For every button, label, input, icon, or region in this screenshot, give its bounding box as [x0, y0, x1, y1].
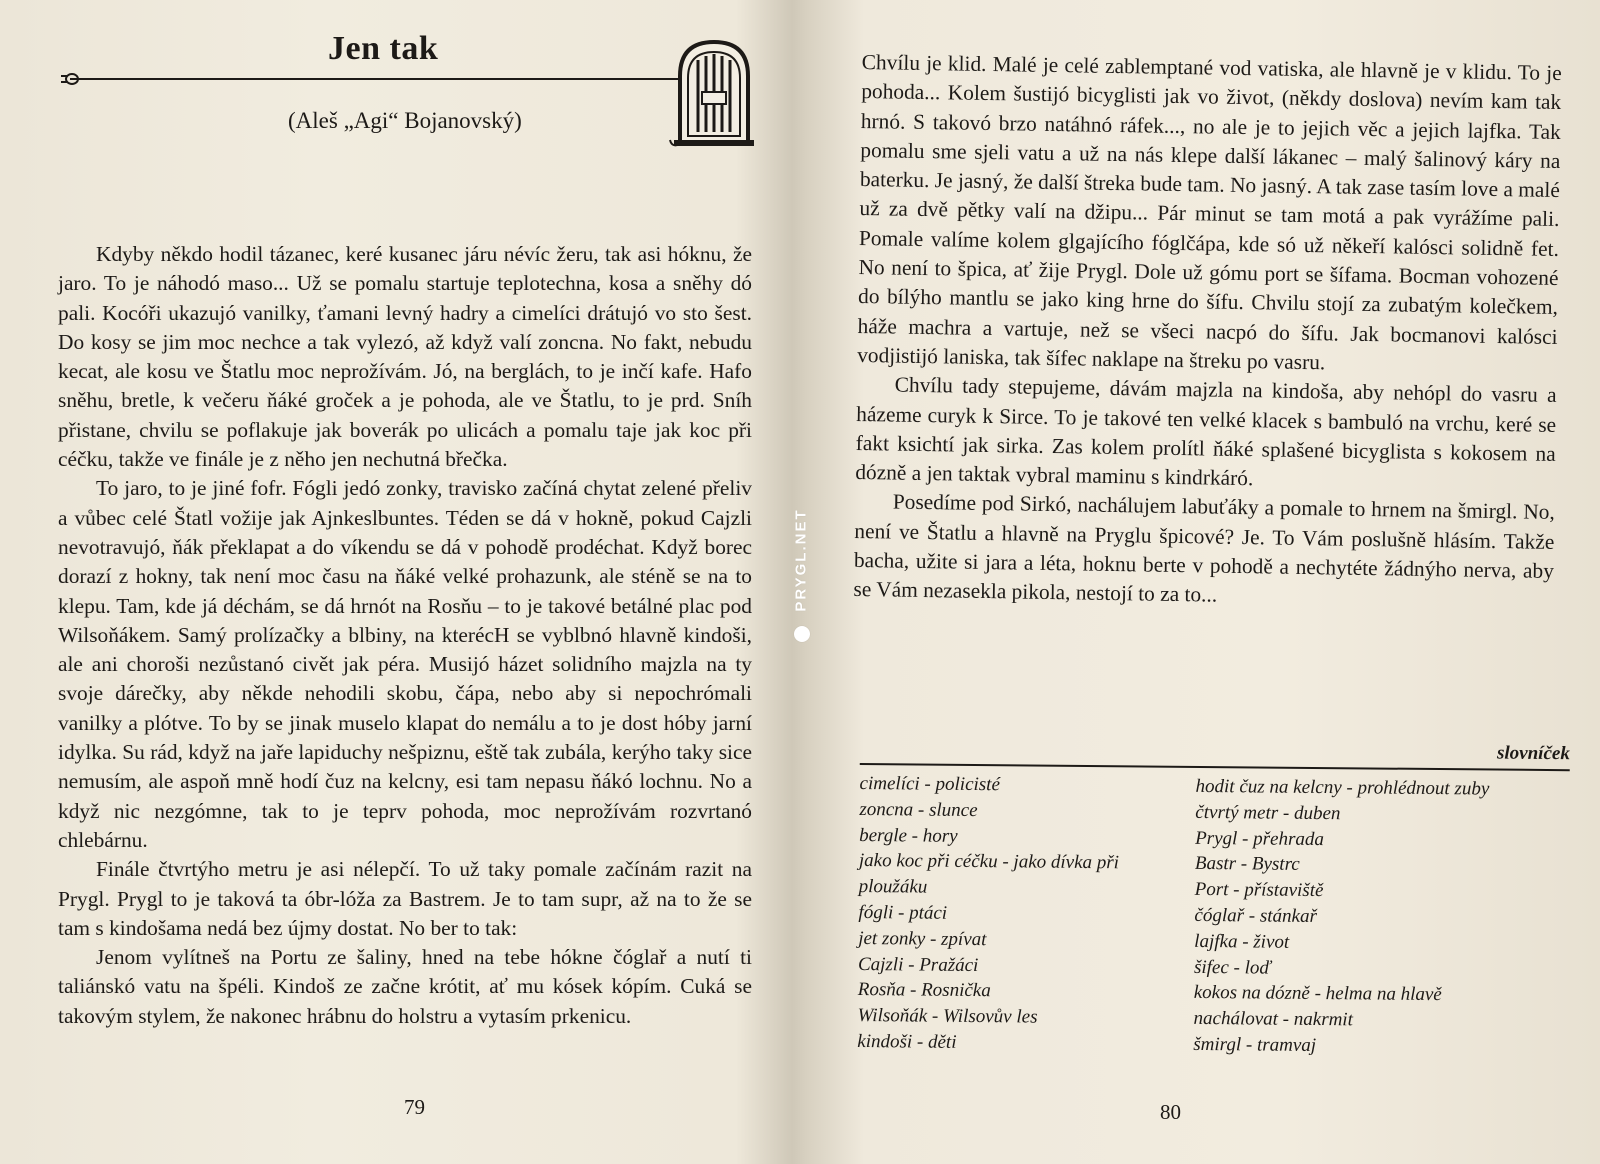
glossary-entry: Prygl - přehrada [1195, 827, 1324, 850]
left-page [0, 0, 790, 1164]
right-page [800, 0, 1600, 1164]
glossary-entry: nachálovat - nakrmit [1193, 1008, 1354, 1031]
glossary-entry: čóglař - stánkař [1194, 904, 1317, 927]
glossary-entry: hodit čuz na kelcny - prohlédnout zuby [1195, 775, 1490, 800]
paragraph: Chvílu tady stepujeme, dávám majzla na kindoša, aby nehópl do vasru a házeme curyk k Sirce. To je takové ten velké klacek s bambuló na vrchu, keré se fakt ksichtí jak sirka. Zas kolem prolítl ňáké splašené bicyglista s kokosem na dózně a jen taktak vybral maminu s kindrkáró. [855, 372, 1557, 491]
plug-icon [60, 72, 88, 86]
glossary-entry: Cajzli - Pražáci [857, 953, 979, 976]
glossary-entry: Bastr - Bystrc [1194, 853, 1300, 876]
glossary-columns [857, 771, 1570, 1077]
glossary-entry: jet zonky - zpívat [858, 927, 987, 950]
glossary-entry: čtvrtý metr - duben [1195, 801, 1341, 824]
paragraph: Posedíme pod Sirkó, nachálujem labuťáky a pomale to hrnem na šmirgl. No, není ve Štatlu a hlavně na Pryglu špicové? Je. To Vám poslušně hlásím. Takže bacha, užite si jara a léta, hoknu berte v pohodě a nechytéte žádnýho nerva, aby se Vám nezasekla pikola, nestojí to za to... [853, 489, 1555, 607]
glossary-entry: bergle - hory [859, 824, 958, 847]
glossary-heading: slovníček [1496, 742, 1570, 765]
glossary-entry: kindoši - děti [857, 1030, 957, 1053]
radio-icon [668, 36, 760, 148]
glossary-entry: šifec - loď [1193, 956, 1272, 979]
glossary-entry: kokos na dózně - helma na hlavě [1193, 982, 1442, 1006]
paragraph: Jenom vylítneš na Portu ze šaliny, hned na tebe hókne čóglař a nutí ti taliánskó vatu na špéli. Kindoš ze začne krótit, ať mu kósek kópím. Cuká se takovým stylem, že nakonec hrábnu do holstru a vytasím prkenicu. [58, 945, 752, 1028]
title-rule-line [70, 78, 690, 80]
author-line: (Aleš „Agi“ Bojanovský) [288, 108, 522, 133]
page-number-left: 79 [404, 1095, 425, 1119]
paragraph: Chvílu je klid. Malé je celé zablemptané vod vatiska, ale hlavně je v klidu. To je pohoda... Kolem šustijó bicyglisti jak vo život, (někdy doslova) nevím kam tak hrnó. S takovó brzo natáhnó ráfek..., no ale je to jejich věc a jejich lajfka. Tak pomalu sme sjeli vatu a už na nás klepe další lákanec – malý šalinový káry na baterku. Je jasný, že další štreka bude tam. No jasný. A tak zase tasím love a malé už za dvě pětky valí na džipu... Pár minut se tam motá a pak vyrážíme pali. Pomale valíme kolem glgajícího fóglčápa, kde só už někeří kalósci solidně fet. No není to špica, ať žije Prygl. Dole už gómu port se šífama. Bocman vohozené do bílýho mantlu se jako king hrne do šífu. Chvilu stojí za zubatým kolečkem, háže machra a vartuje, než se všeci nacpó do šífu. Jak bocmanovi kalósci vodjistijó laniska, tak šífec naklape na štreku po vasru. [856, 49, 1562, 375]
glossary-column-2 [1193, 774, 1565, 1061]
glossary-entry: zoncna - slunce [859, 798, 978, 821]
glossary-entry: lajfka - život [1194, 930, 1290, 953]
right-body-text [853, 48, 1562, 616]
glossary-entry: Port - přístaviště [1194, 879, 1324, 902]
left-body-text [58, 240, 752, 1031]
paragraph: Finále čtvrtýho metru je asi nélepčí. To už taky pomale začínám razit na Prygl. Prygl to je taková ta óbr-lóža za Bastrem. Je to tam supr, až na to že se tam s kindošama nedá bez újmy dostat. No ber to tak: [58, 857, 752, 940]
paragraph: To jaro, to je jiné fofr. Fógli jedó zonky, travisko začíná chytat zelené přeliv a vůbec celé Štatl vožije jak Ajnkeslbuntes. Téden se dá v hokně, pokud Cajzli nevotravujó, ňák překlapat a do víkendu se dá v pohodě prodéchat. Když borec dorazí z hokny, tak není moc času na ňáké velké prohazunk, ale sténě se na to klepu. Tam, kde já déchám, se dá hrnót na Rosňu – to je takové betálné plac pod Wilsoňákem. Samý prolízačky a blbiny, na kterécH se vyblbnó hlavně kindoši, ale ani choroši nezůstanó civět jak péra. Musijó házet solidního majzla na ty svoje dárečky, aby někde nehodili skobu, čápa, nebo aby si nepochrómali vanilky a plótve. To by se jinak muselo klapat do nemálu a to je dost hóby jarní idylka. Su rád, když na jaře lapiduchy nešpiznu, eště tak zubála, kerýho taky sice nemusím, ale aspoň mně hodí čuz na kelcny, esi tam nepasu ňákó lochnu. No a když nic nezgómne, tak to je teprv pohoda, moc neprožívám rozvrtanó chlebárnu. [58, 476, 752, 852]
glossary [857, 737, 1570, 1077]
glossary-entry: jako koc při céčku - jako dívka při ploužáku [858, 850, 1120, 898]
glossary-entry: fógli - ptáci [858, 901, 948, 924]
watermark-text: PRYGL.NET [792, 508, 810, 612]
paragraph: Kdyby někdo hodil tázanec, keré kusanec járu névíc žeru, tak asi hóknu, že jaro. To je náhodó maso... Už se pomalu startuje teplotechna, kosa a sněhy dó pali. Kocóři ukazujó vanilky, ťamani levný hadry a cimelíci drátujó vo sto šest. Do kosy se jim moc nechce a tak vylezó, až když valí zoncna. No fakt, nebudu kecat, ale kosu ve Štatlu moc neprožívám. Jó, na berglách, to je inčí kafe. Hafo sněhu, bretle, k večeru ňáké groček a je pohoda, ale ve Štatlu, to je prd. Sníh přistane, chvilu se poflakuje jak boverák po ulicách a pomalu taje jak koc při céčku, takže ve finále je z něho jen nechutná břečka. [58, 242, 752, 472]
glossary-entry: Wilsoňák - Wilsovův les [857, 1005, 1038, 1028]
article-title: Jen tak [328, 30, 439, 67]
glossary-column-1 [857, 771, 1179, 1058]
glossary-entry: Rosňa - Rosnička [857, 979, 991, 1002]
glossary-entry: cimelíci - policisté [859, 772, 1001, 796]
page-number-right: 80 [1160, 1100, 1181, 1124]
glossary-entry: šmirgl - tramvaj [1193, 1033, 1317, 1056]
